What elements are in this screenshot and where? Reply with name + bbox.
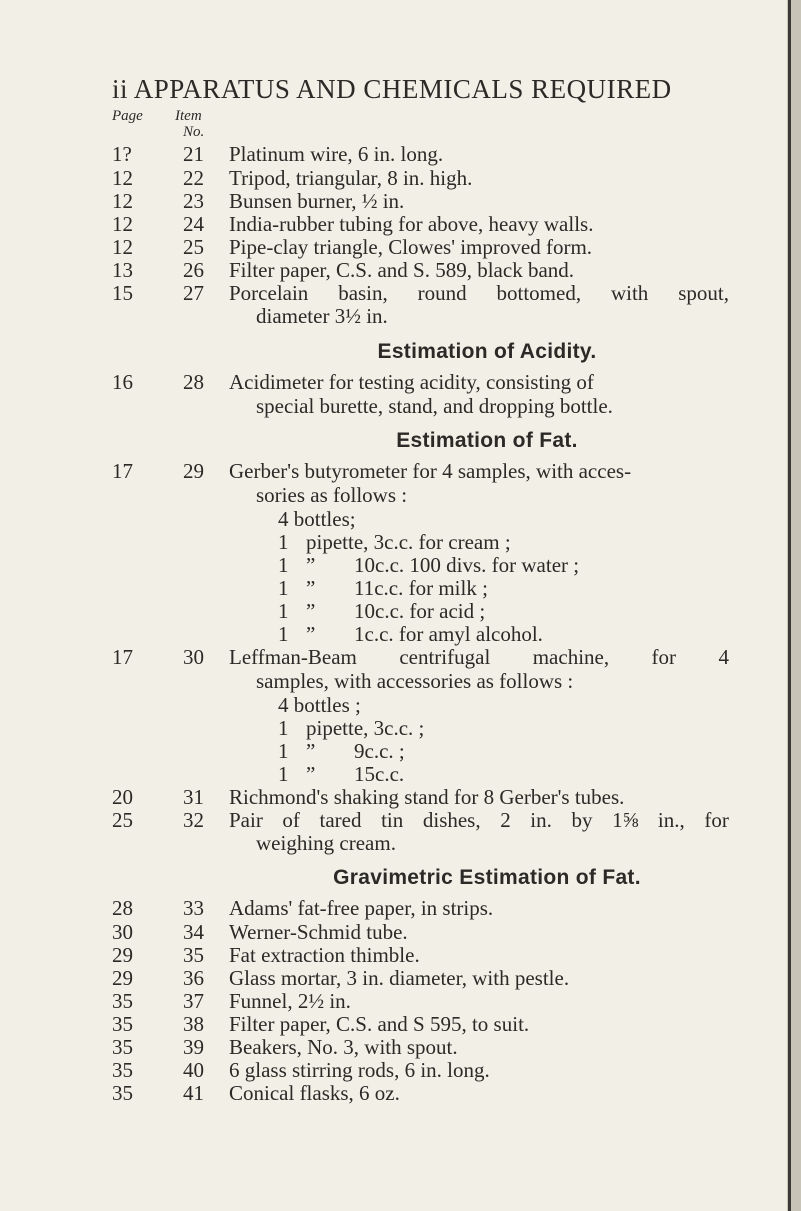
item-text: Beakers, No. 3, with spout.: [229, 1035, 458, 1059]
item-number: 31: [183, 785, 204, 809]
item-number: 40: [183, 1058, 204, 1082]
accessory-line: 4 bottles ;: [278, 693, 361, 717]
item-text-continuation: sories as follows :: [256, 483, 408, 507]
page-number: 12: [112, 235, 133, 259]
accessory-line: 1 ” 10c.c. for acid ;: [278, 599, 486, 623]
item-number: 28: [183, 370, 204, 394]
accessory-line: 1 pipette, 3c.c. ;: [278, 716, 425, 740]
page-number: 30: [112, 920, 133, 944]
item-number: 37: [183, 989, 204, 1013]
page-number: 12: [112, 189, 133, 213]
page-number: 1?: [112, 142, 132, 166]
item-number: 22: [183, 166, 204, 190]
item-number: 30: [183, 645, 204, 669]
item-number: 23: [183, 189, 204, 213]
item-text: Tripod, triangular, 8 in. high.: [229, 166, 473, 190]
page-number: 25: [112, 808, 133, 832]
accessory-line: 1 ” 11c.c. for milk ;: [278, 576, 488, 600]
page-number: 12: [112, 166, 133, 190]
page-number: 35: [112, 1081, 133, 1105]
item-number: 36: [183, 966, 204, 990]
item-text: Glass mortar, 3 in. diameter, with pestle.: [229, 966, 570, 990]
item-text-continuation: special burette, stand, and dropping bottle.: [256, 394, 613, 418]
column-header-page: Page: [112, 108, 143, 124]
section-heading-fat: Estimation of Fat.: [396, 429, 578, 452]
item-number: 29: [183, 459, 204, 483]
page-edge-line: [788, 0, 791, 1211]
item-text: Bunsen burner, ½ in.: [229, 189, 405, 213]
page-number: 35: [112, 1012, 133, 1036]
accessory-line: 1 ” 10c.c. 100 divs. for water ;: [278, 553, 580, 577]
page-number: 29: [112, 943, 133, 967]
column-header-item: Item: [175, 108, 202, 124]
page-number: 35: [112, 1058, 133, 1082]
item-text: Acidimeter for testing acidity, consisting of: [229, 370, 594, 394]
page-number: 17: [112, 459, 133, 483]
page-number: 20: [112, 785, 133, 809]
item-number: 33: [183, 896, 204, 920]
page-number: 12: [112, 212, 133, 236]
page-number: 35: [112, 1035, 133, 1059]
item-text-continuation: weighing cream.: [256, 831, 396, 855]
item-text: Porcelain basin, round bottomed, with spout,: [229, 281, 729, 305]
item-number: 41: [183, 1081, 204, 1105]
item-text: Leffman-Beam centrifugal machine, for 4: [229, 645, 729, 669]
item-text: Fat extraction thimble.: [229, 943, 420, 967]
item-text-continuation: diameter 3½ in.: [256, 304, 388, 328]
section-heading-gravimetric: Gravimetric Estimation of Fat.: [333, 866, 641, 889]
item-text: Gerber's butyrometer for 4 samples, with acces-: [229, 459, 632, 483]
page-header: ii APPARATUS AND CHEMICALS REQUIRED: [112, 74, 672, 104]
item-number: 27: [183, 281, 204, 305]
item-number: 34: [183, 920, 204, 944]
accessory-line: 1 pipette, 3c.c. for cream ;: [278, 530, 511, 554]
page-number: 29: [112, 966, 133, 990]
column-header-no: No.: [183, 124, 205, 140]
item-number: 39: [183, 1035, 204, 1059]
page-number: 28: [112, 896, 133, 920]
item-number: 38: [183, 1012, 204, 1036]
item-text: Pair of tared tin dishes, 2 in. by 1⅝ in., for: [229, 808, 729, 832]
item-text-continuation: samples, with accessories as follows :: [256, 669, 574, 693]
accessory-line: 1 ” 9c.c. ;: [278, 739, 405, 763]
item-text: Filter paper, C.S. and S 595, to suit.: [229, 1012, 530, 1036]
item-number: 25: [183, 235, 204, 259]
page-number: 16: [112, 370, 133, 394]
item-text: Richmond's shaking stand for 8 Gerber's tubes.: [229, 785, 625, 809]
item-number: 21: [183, 142, 204, 166]
item-number: 26: [183, 258, 204, 282]
accessory-line: 1 ” 1c.c. for amyl alcohol.: [278, 622, 543, 646]
item-text: India-rubber tubing for above, heavy walls.: [229, 212, 594, 236]
section-heading-acidity: Estimation of Acidity.: [377, 340, 597, 363]
accessory-line: 1 ” 15c.c.: [278, 762, 405, 786]
page-number: 15: [112, 281, 133, 305]
page-number: 35: [112, 989, 133, 1013]
item-text: Funnel, 2½ in.: [229, 989, 351, 1013]
item-text: Conical flasks, 6 oz.: [229, 1081, 400, 1105]
item-text: Filter paper, C.S. and S. 589, black band.: [229, 258, 575, 282]
page-number: 17: [112, 645, 133, 669]
item-text: Pipe-clay triangle, Clowes' improved form.: [229, 235, 593, 259]
item-text: 6 glass stirring rods, 6 in. long.: [229, 1058, 490, 1082]
item-number: 24: [183, 212, 204, 236]
item-text: Werner-Schmid tube.: [229, 920, 408, 944]
item-text: Platinum wire, 6 in. long.: [229, 142, 444, 166]
item-text: Adams' fat-free paper, in strips.: [229, 896, 494, 920]
page-number: 13: [112, 258, 133, 282]
item-number: 32: [183, 808, 204, 832]
item-number: 35: [183, 943, 204, 967]
accessory-line: 4 bottles;: [278, 507, 356, 531]
